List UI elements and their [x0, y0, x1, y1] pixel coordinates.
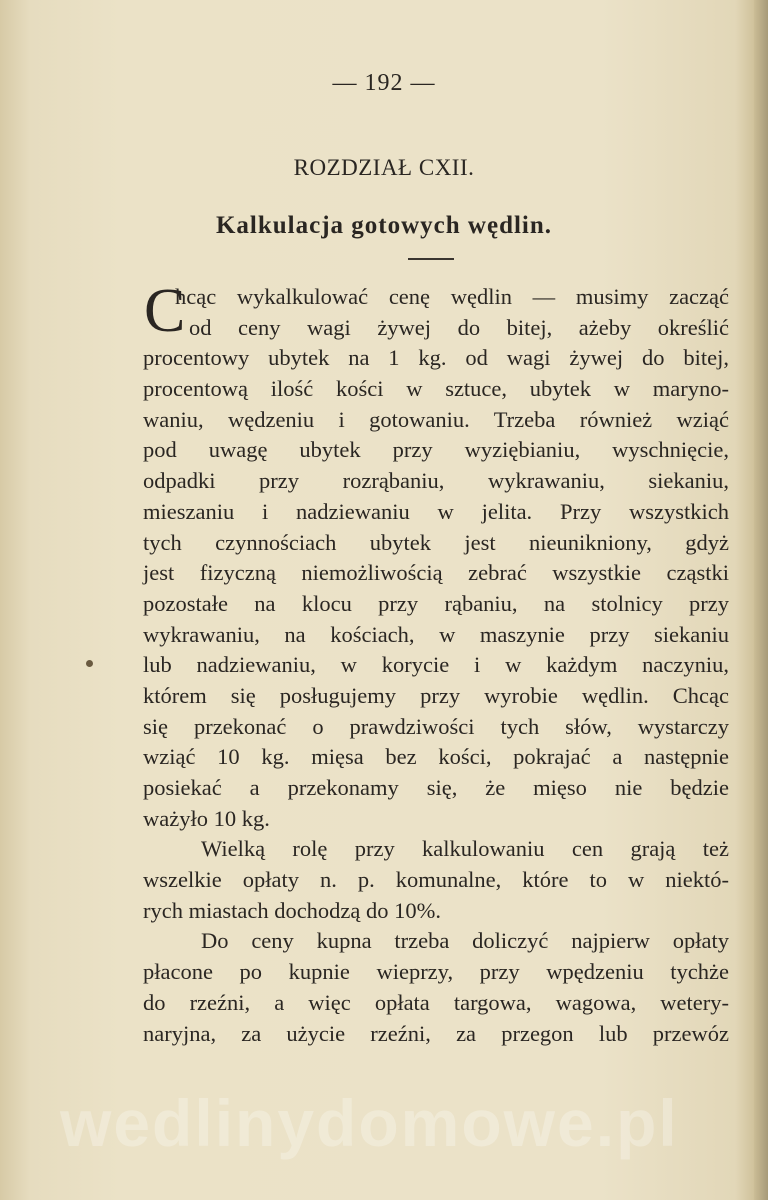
text-line: pozostałe na klocu przy rąbaniu, na stolnicy przy [143, 590, 729, 616]
text-line: płacone po kupnie wieprzy, przy wpędzeniu tychże [143, 959, 729, 985]
text-line: wziąć 10 kg. mięsa bez kości, pokrajać a następnie [143, 744, 729, 770]
text-line: posiekać a przekonamy się, że mięso nie będzie [143, 775, 729, 800]
text-line: wszelkie opłaty n. p. komunalne, które to w niektó- [143, 867, 729, 893]
section-title: Kalkulacja gotowych wędlin. [215, 212, 553, 239]
text-line: jest fizyczną niemożliwością zebrać wszystkie cząstki [143, 560, 729, 586]
text-line: rych miastach dochodzą do 10%. [143, 897, 442, 923]
text-line: wykrawaniu, na kościach, w maszynie przy siekaniu [143, 621, 729, 647]
text-line: Wielką rolę przy kalkulowaniu cen grają też [201, 836, 729, 862]
text-line: tych czynnościach ubytek jest nieunikniony, gdyż [143, 529, 729, 555]
text-line: pod uwagę ubytek przy wyziębianiu, wyschnięcie, [143, 437, 729, 463]
text-line: procentową ilość kości w sztuce, ubytek w maryno- [143, 376, 729, 402]
ink-spot [86, 660, 93, 667]
text-line: hcąc wykalkulować cenę wędlin — musimy zacząć [175, 284, 729, 309]
text-line: lub nadziewaniu, w korycie i w każdym naczyniu, [143, 652, 729, 678]
text-line: odpadki przy rozrąbaniu, wykrawaniu, siekaniu, [143, 468, 729, 494]
text-line: procentowy ubytek na 1 kg. od wagi żywej do bitej, [143, 345, 729, 371]
text-line: waniu, wędzeniu i gotowaniu. Trzeba również wziąć [143, 406, 729, 432]
page-number: — 192 — [332, 70, 436, 96]
text-line: Do ceny kupna trzeba doliczyć najpierw opłaty [201, 928, 729, 954]
watermark: wedlinydomowe.pl [60, 1086, 679, 1160]
chapter-title: ROZDZIAŁ CXII. [293, 155, 475, 180]
text-line: od ceny wagi żywej do bitej, ażeby określić [189, 314, 729, 340]
text-line: mieszaniu i nadziewaniu w jelita. Przy wszystkich [143, 498, 729, 524]
text-line: ważyło 10 kg. [143, 805, 270, 831]
text-line: którem się posługujemy przy wyrobie wędlin. Chcąc [143, 682, 729, 708]
title-divider [408, 258, 454, 260]
body-text [143, 277, 729, 1049]
drop-cap: C [144, 277, 186, 345]
text-line: się przekonać o prawdziwości tych słów, wystarczy [143, 713, 729, 739]
text-line: naryjna, za użycie rzeźni, za przegon lub przewóz [143, 1020, 729, 1046]
text-line: do rzeźni, a więc opłata targowa, wagowa, wetery- [143, 989, 729, 1015]
